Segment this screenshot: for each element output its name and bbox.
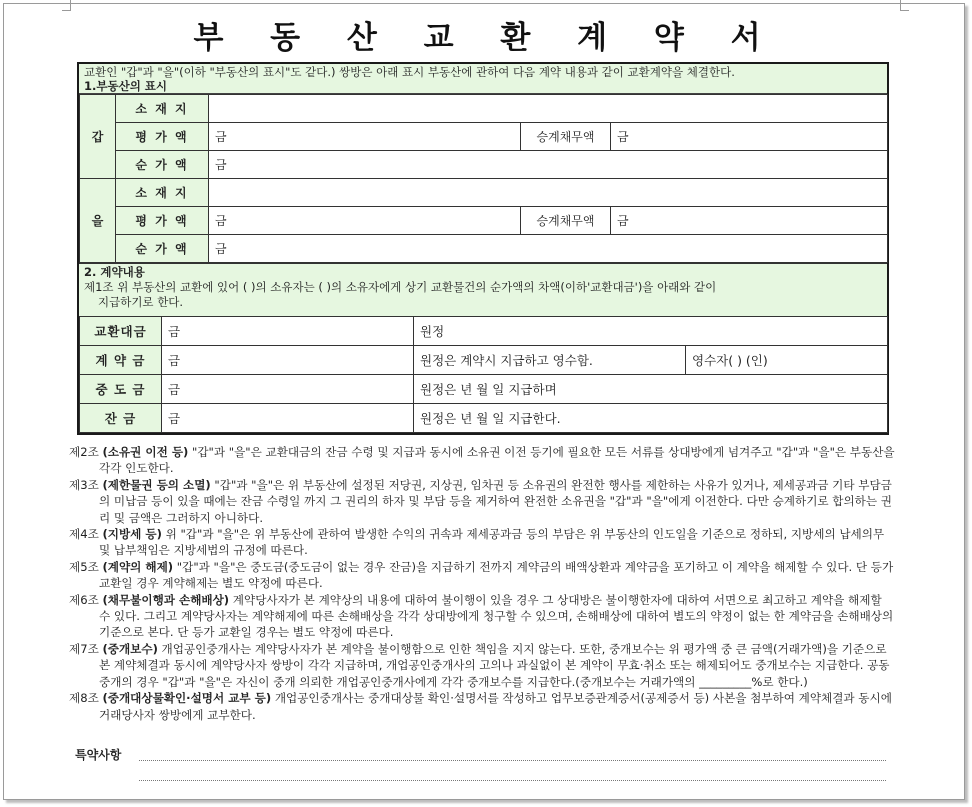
party-a-value-field[interactable]: 금 bbox=[209, 123, 521, 151]
payment-table bbox=[79, 316, 888, 433]
clause-text: 개업공인중개사는 계약당사자가 본 계약을 불이행함으로 인한 책임을 지지 않는다. 또한, 중개보수는 위 평가액 중 큰 금액(거래가액)을 기준으로 본 계약체결과 동시에 계약당사자 쌍방이 각각 지급하며, 개업공인중개사의 고의나 과실없이 본 계약이 무효·취소 또는 해제되어도 중개보수는 지급한다. 공동중개의 경우 "갑"과 "을"은 자신이 중개 의뢰한 개업공인중개사에게 각각 중개보수를 지급한다.(중개보수는 거래가액의 _________%로 한다.) bbox=[99, 641, 890, 689]
party-a-label: 갑 bbox=[80, 95, 116, 179]
payment-amount-field[interactable]: 금 bbox=[162, 317, 414, 346]
clause bbox=[69, 477, 895, 526]
payment-terms: 원정 bbox=[414, 317, 888, 346]
clause-number: 제7조 bbox=[69, 641, 99, 656]
section2-line2: 지급하기로 한다. bbox=[98, 295, 184, 309]
payment-amount-field[interactable]: 금 bbox=[162, 375, 414, 404]
clause-title: (중개보수) bbox=[102, 641, 158, 656]
payment-label: 중 도 금 bbox=[80, 375, 162, 404]
party-b-debt-field[interactable]: 금 bbox=[611, 207, 888, 235]
clause-number: 제3조 bbox=[69, 477, 99, 492]
party-b-label: 을 bbox=[80, 179, 116, 263]
payment-terms: 원정은 계약시 지급하고 영수함. bbox=[414, 346, 686, 375]
clause-number: 제6조 bbox=[69, 592, 99, 607]
crop-mark-left bbox=[62, 0, 71, 11]
party-a-net-field[interactable]: 금 bbox=[209, 151, 888, 179]
section2-heading: 2. 계약내용 bbox=[84, 265, 145, 279]
payment-amount-field[interactable]: 금 bbox=[162, 404, 414, 433]
party-b-value-field[interactable]: 금 bbox=[209, 207, 521, 235]
clause-number: 제8조 bbox=[69, 691, 99, 706]
clause bbox=[69, 641, 895, 690]
clause-title: (계약의 해제) bbox=[102, 559, 174, 574]
party-b-location-field[interactable] bbox=[209, 179, 888, 207]
payment-terms: 원정은 년 월 일 지급한다. bbox=[414, 404, 888, 433]
payment-label: 잔 금 bbox=[80, 404, 162, 433]
document-title: 부 동 산 교 환 계 약 서 bbox=[193, 20, 779, 56]
clause-number: 제4조 bbox=[69, 527, 99, 542]
special-terms-line[interactable] bbox=[139, 780, 886, 781]
receiver-field[interactable]: 영수자( ) (인) bbox=[686, 346, 888, 375]
clause-title: (제한물권 등의 소멸) bbox=[102, 477, 211, 492]
payment-row bbox=[80, 404, 888, 433]
clause-title: (채무불이행과 손해배상) bbox=[102, 592, 230, 607]
crop-mark-right bbox=[900, 0, 909, 11]
clause-title: (중개대상물확인·설명서 교부 등) bbox=[102, 691, 272, 706]
clause bbox=[69, 592, 895, 641]
clause bbox=[69, 690, 895, 723]
clause-text: 계약당사자가 본 계약상의 내용에 대하여 불이행이 있을 경우 그 상대방은 불이행한자에 대하여 서면으로 최고하고 계약을 해제할 수 있다. 그리고 계약당사자는 계약해제에 따른 손해배상을 각각 상대방에게 청구할 수 있으며, 손해배상에 대하여 별도의 약정이 없는 한 계약금을 손해배상의 기준으로 본다. 단 등가 교환일 경우는 별도 약정에 따른다. bbox=[99, 592, 894, 640]
contract-form bbox=[77, 62, 889, 435]
party-a-debt-label: 승계채무액 bbox=[521, 123, 611, 151]
payment-row bbox=[80, 375, 888, 404]
section2-line1: 제1조 위 부동산의 교환에 있어 ( )의 소유자는 ( )의 소유자에게 상기 교환물건의 순가액의 차액(이하'교환대금')을 아래와 같이 bbox=[84, 280, 717, 294]
payment-row bbox=[80, 317, 888, 346]
clauses-list bbox=[69, 444, 895, 723]
payment-amount-field[interactable]: 금 bbox=[162, 346, 414, 375]
party-a-net-label: 순 가 액 bbox=[116, 151, 209, 179]
party-a-value-label: 평 가 액 bbox=[116, 123, 209, 151]
payment-terms: 원정은 년 월 일 지급하며 bbox=[414, 375, 888, 404]
payment-label: 교환대금 bbox=[80, 317, 162, 346]
section2-block bbox=[79, 263, 887, 316]
party-b-net-row bbox=[80, 235, 888, 263]
party-a-debt-field[interactable]: 금 bbox=[611, 123, 888, 151]
party-b-value-label: 평 가 액 bbox=[116, 207, 209, 235]
intro-block bbox=[79, 64, 887, 94]
payment-row bbox=[80, 346, 888, 375]
payment-label: 계 약 금 bbox=[80, 346, 162, 375]
clause-number: 제5조 bbox=[69, 559, 99, 574]
clause-title: (소유권 이전 등) bbox=[102, 445, 189, 459]
party-b-net-label: 순 가 액 bbox=[116, 235, 209, 263]
clause-text: 개업공인중개사는 중개대상물 확인·설명서를 작성하고 업무보증관계증서(공제증서 등) 사본을 첨부하여 계약체결과 동시에 거래당사자 쌍방에게 교부한다. bbox=[99, 691, 892, 722]
party-b-debt-label: 승계채무액 bbox=[521, 207, 611, 235]
clause bbox=[69, 559, 895, 592]
clause-number: 제2조 bbox=[69, 445, 99, 459]
clause-text: "갑"과 "을"은 교환대금의 잔금 수령 및 지급과 동시에 소유권 이전 등기에 필요한 모든 서류를 상대방에게 넘겨주고 "갑"과 "을"은 부동산을 각각 인도한다. bbox=[99, 445, 895, 476]
clause-text: "갑"과 "을"은 위 부동산에 설정된 저당권, 지상권, 임차권 등 소유권의 완전한 행사를 제한하는 사유가 있거나, 제세공과금 기타 부담금의 미납금 등이 있을 때에는 잔금 수령일 까지 그 권리의 하자 및 부담 등을 제거하여 완전한 소유권을 "갑"과 "을"에게 이전한다. 다만 승계하기로 합의하는 권리 및 금액은 그러하지 아니하다. bbox=[99, 477, 892, 525]
party-a-value-row bbox=[80, 123, 888, 151]
clause bbox=[69, 526, 895, 559]
party-b-value-row bbox=[80, 207, 888, 235]
clause-text: "갑"과 "을"은 중도금(중도금이 없는 경우 잔금)을 지급하기 전까지 계약금의 배액상환과 계약금을 포기하고 이 계약을 해제할 수 있다. 단 등가 교환일 경우 계약해제는 별도 약정에 따른다. bbox=[99, 559, 894, 591]
section1-heading: 1.부동산의 표시 bbox=[84, 79, 168, 93]
party-a-location-field[interactable] bbox=[209, 95, 888, 123]
party-a-location-label: 소 재 지 bbox=[116, 95, 209, 123]
clause-text: 위 "갑"과 "을"은 위 부동산에 관하여 발생한 수익의 귀속과 제세공과금 등의 부담은 위 부동산의 인도일을 기준으로 정하되, 지방세의 납세의무 및 납부책임은 지방세법의 규정에 따른다. bbox=[99, 527, 885, 558]
special-terms-label: 특약사항 bbox=[75, 748, 122, 762]
property-table bbox=[79, 94, 888, 263]
clause-title: (지방세 등) bbox=[102, 527, 162, 542]
party-b-location-row bbox=[80, 179, 888, 207]
intro-text: 교환인 "갑"과 "을"(이하 "부동산의 표시"도 같다.) 쌍방은 아래 표시 부동산에 관하여 다음 계약 내용과 같이 교환계약을 체결한다. bbox=[84, 65, 735, 79]
party-a-location-row bbox=[80, 95, 888, 123]
party-b-net-field[interactable]: 금 bbox=[209, 235, 888, 263]
party-b-location-label: 소 재 지 bbox=[116, 179, 209, 207]
party-a-net-row bbox=[80, 151, 888, 179]
clause bbox=[69, 444, 895, 477]
special-terms-line[interactable] bbox=[139, 760, 886, 761]
